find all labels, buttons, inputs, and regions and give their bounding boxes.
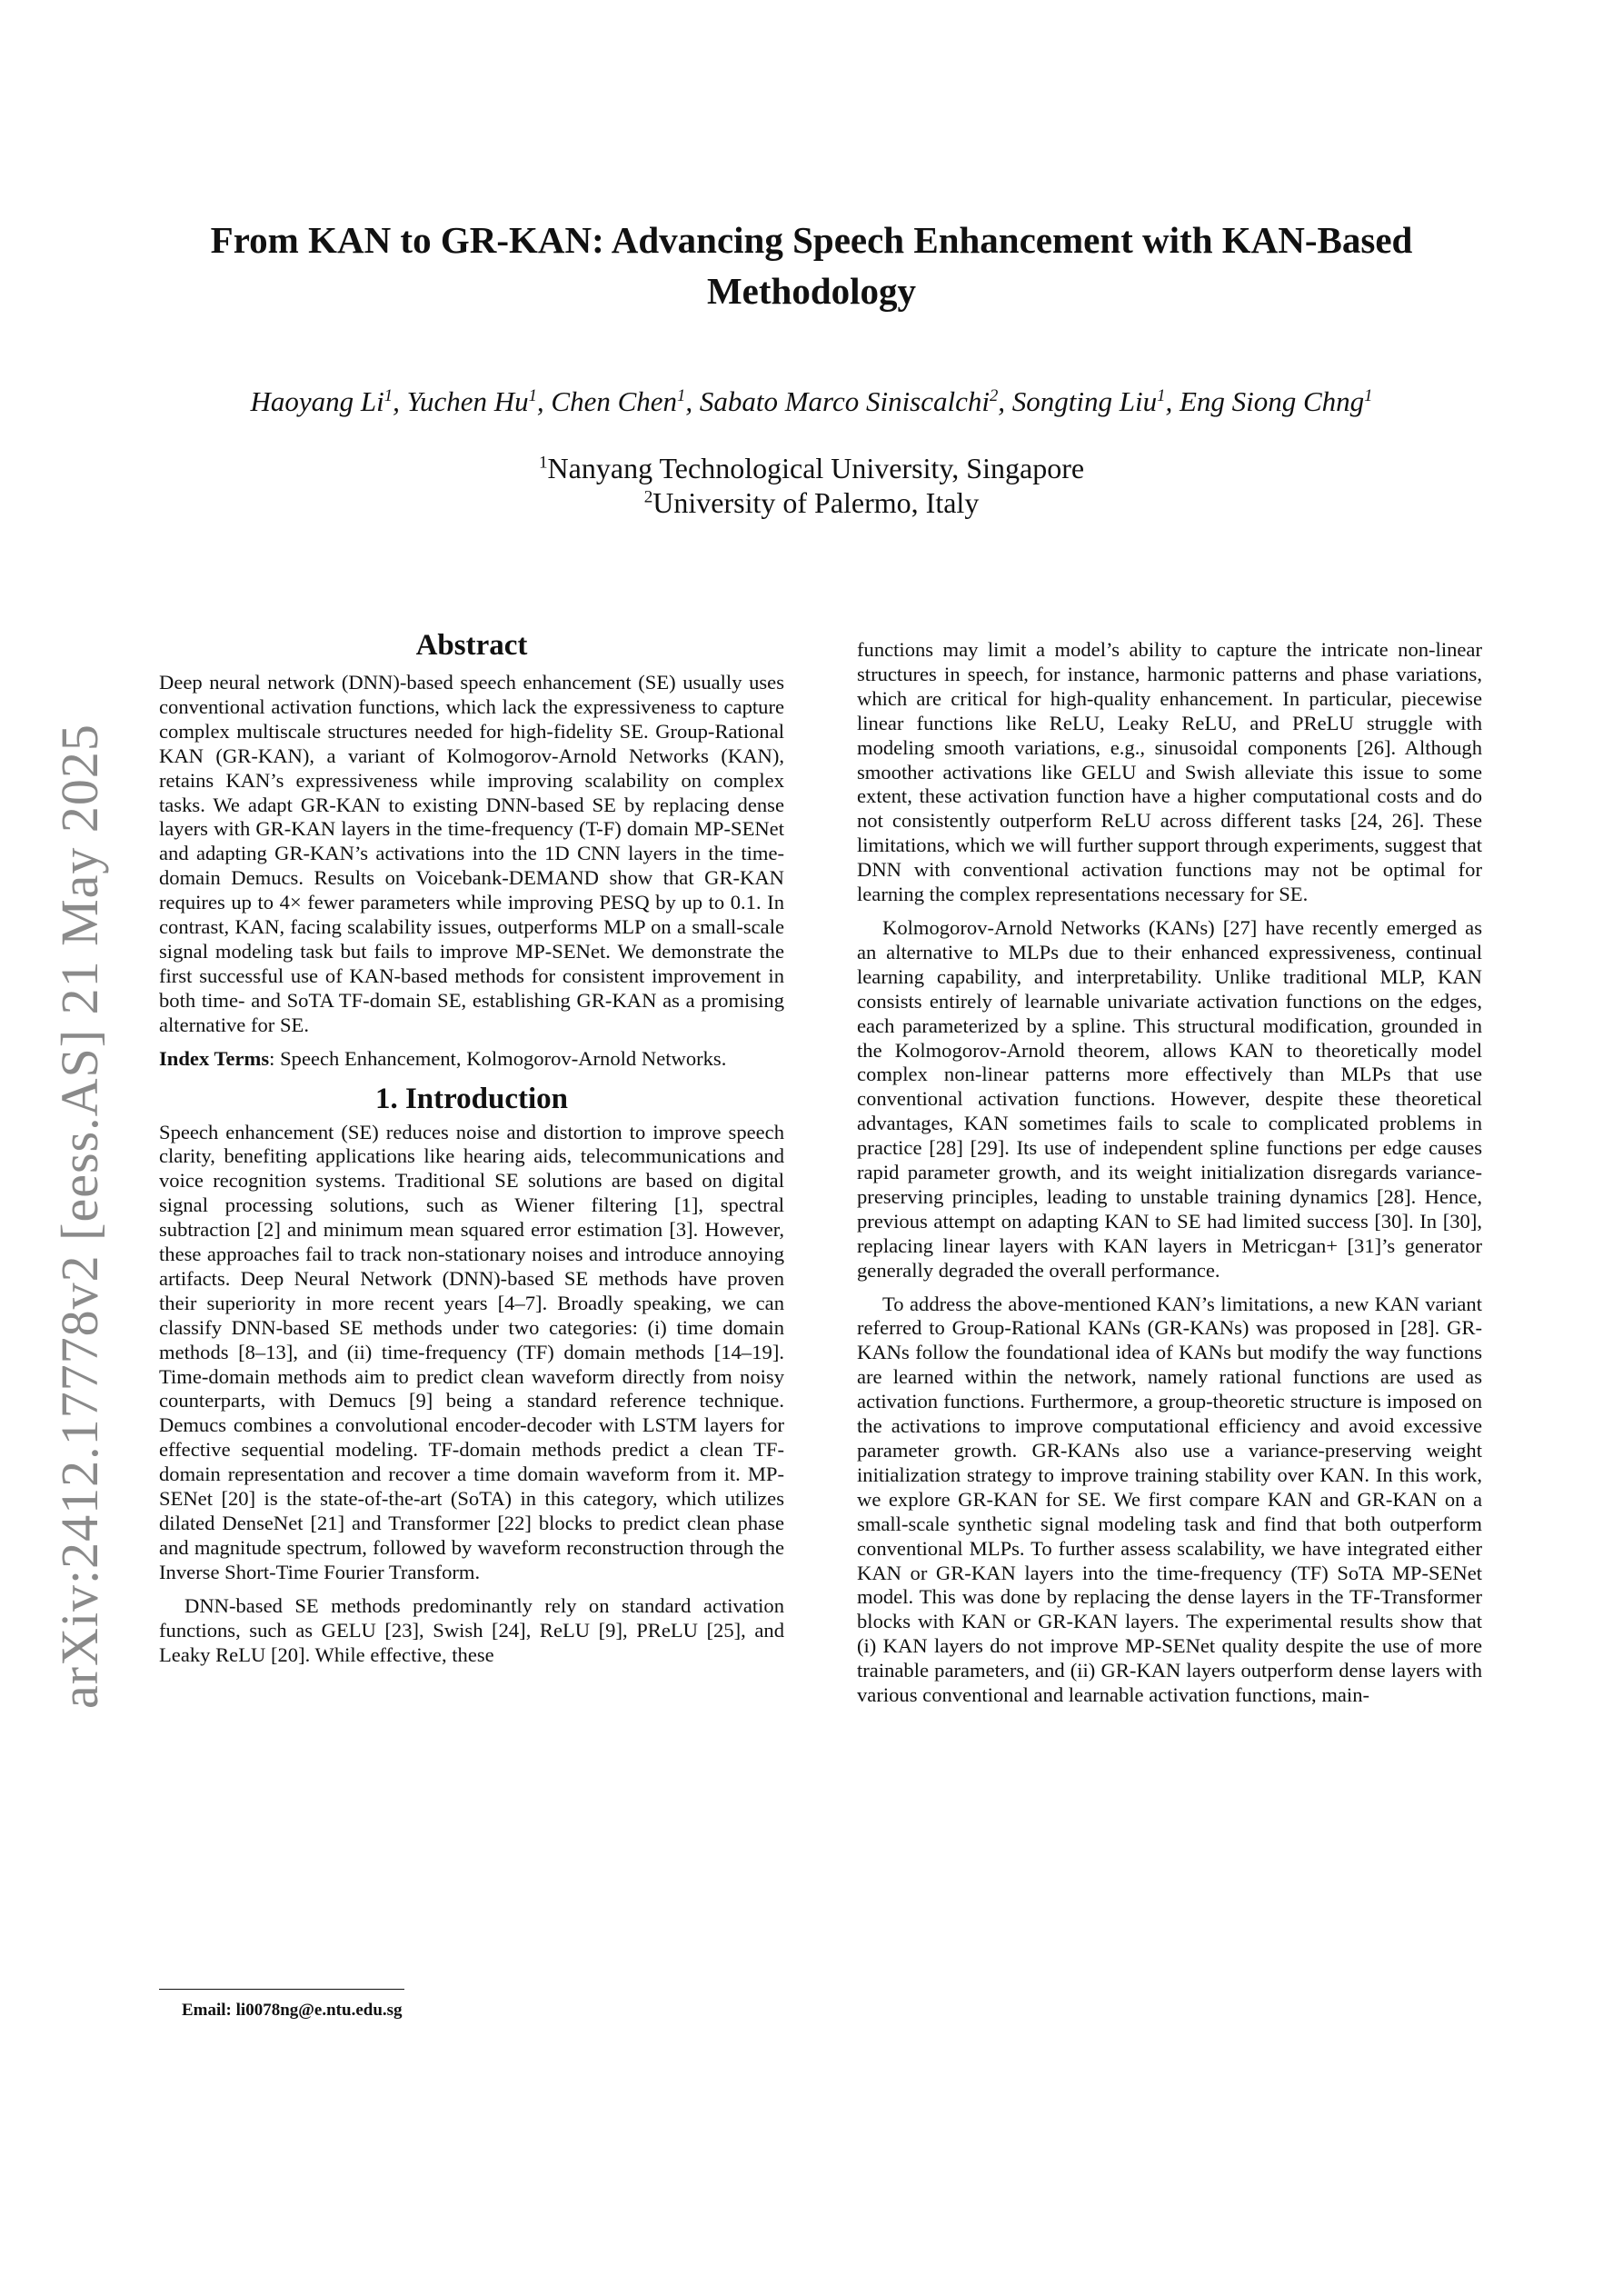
author-separator: , <box>685 385 700 417</box>
affiliation-name: Nanyang Technological University, Singapore <box>547 452 1085 484</box>
author-list <box>91 384 1532 420</box>
author-affil-mark: 1 <box>383 385 393 405</box>
affiliation-mark: 1 <box>538 453 548 473</box>
author-affil-mark: 1 <box>1157 385 1166 405</box>
author-separator: , <box>998 385 1012 417</box>
author-affil-mark: 1 <box>528 385 537 405</box>
affiliation <box>363 485 1260 520</box>
abstract-body: Deep neural network (DNN)-based speech enhancement (SE) usually uses conventional activation functions, which lack the expressiveness to capture complex multiscale structures needed for high-fidelity SE. Group-Rational KAN (GR-KAN), a variant of Kolmogorov-Arnold Networks (KAN), retains KAN’s expressiveness while improving scalability on complex tasks. We adapt GR-KAN to existing DNN-based SE by replacing dense layers with GR-KAN layers in the time-frequency (T-F) domain MP-SENet and adapting GR-KAN’s activations into the 1D CNN layers in the time-domain Demucs. Results on Voicebank-DEMAND show that GR-KAN requires up to 4× fewer parameters while improving PESQ by up to 0.1. In contrast, KAN, facing scalability issues, outperforms MLP on a small-scale signal modeling task but fails to improve MP-SENet. We demonstrate the first successful use of KAN-based methods for consistent improvement in both time- and SoTA TF-domain SE, establishing GR-KAN as a promising alternative for SE. <box>159 671 784 1036</box>
body-paragraph: To address the above-mentioned KAN’s limitations, a new KAN variant referred to Group-Rational KANs (GR-KANs) was proposed in [28]. GR-KANs follow the foundational idea of KANs but modify the way functions are learned within the network, namely rational functions are used as activation functions. Furthermore, a group-theoretic structure is imposed on the activations to improve computational efficiency and avoid excessive parameter growth. GR-KANs also use a variance-preserving weight initialization strategy to improve training stability over KAN. In this work, we explore GR-KAN for SE. We first compare KAN and GR-KAN on a small-scale synthetic signal modeling task and find that both outperform conventional MLPs. To further assess scalability, we have integrated either KAN or GR-KAN layers into the time-frequency (TF) SoTA MP-SENet model. This was done by replacing the dense layers in the TF-Transformer blocks with KAN or GR-KAN layers. The experimental results show that (i) KAN layers do not improve MP-SENet quality despite the use of more trainable parameters, and (ii) GR-KAN layers outperform dense layers with various conventional and learnable activation functions, main- <box>857 1292 1482 1707</box>
footnote-email: Email: li0078ng@e.ntu.edu.sg <box>182 2001 403 2020</box>
index-terms-label: Index Terms <box>159 1046 270 1070</box>
affiliation-name: University of Palermo, Italy <box>652 486 980 519</box>
author-separator: , <box>536 385 552 417</box>
affiliation-mark: 2 <box>643 487 653 507</box>
right-column <box>857 638 1482 1717</box>
author-name: Sabato Marco Siniscalchi <box>699 385 990 417</box>
intro-paragraph: DNN-based SE methods predominantly rely on standard activation functions, such as GELU [23], Swish [24], ReLU [9], PReLU [25], and Leaky ReLU [20]. While effective, these <box>159 1593 784 1666</box>
paper-title: From KAN to GR-KAN: Advancing Speech Enhancement with KAN-Based Methodology <box>210 219 1413 312</box>
body-paragraph: functions may limit a model’s ability to capture the intricate non-linear structures in speech, for instance, harmonic patterns and phase variations, which are critical for high-quality enhancement. In particular, piecewise linear functions like ReLU, Leaky ReLU, and PReLU struggle with modeling smooth variations, e.g., sinusoidal components [26]. Although smoother activations like GELU and Swish alleviate this issue to some extent, these activation function have a higher computational costs and do not consistently outperform ReLU across different tasks [24, 26]. These limitations, which we will further support through experiments, suggest that DNN with conventional activation functions may not be optimal for learning the complex representations necessary for SE. <box>857 638 1482 906</box>
author-separator: , <box>393 385 407 417</box>
body-paragraph: Kolmogorov-Arnold Networks (KANs) [27] have recently emerged as an alternative to MLPs due to their enhanced expressiveness, continual learning capability, and interpretability. Unlike traditional MLP, KAN consists entirely of learnable univariate activation functions on the edges, each parameterized by a spline. This structural modification, grounded in the Kolmogorov-Arnold theorem, allows KAN to theoretically model complex non-linear patterns more effectively than MLPs that use conventional activation functions. However, despite these theoretical advantages, KAN sometimes fails to scale to complicated problems in practice [28] [29]. Its use of independent spline functions per edge causes rapid parameter growth, and its weight initialization disregards variance-preserving principles, leading to unstable training dynamics [28]. Hence, previous attempt on adapting KAN to SE had limited success [30]. In [30], replacing linear layers with KAN layers in Metricgan+ [31]’s generator generally degraded the overall performance. <box>857 915 1482 1282</box>
index-terms-text: : Speech Enhancement, Kolmogorov-Arnold Networks. <box>269 1046 727 1070</box>
author-name: Yuchen Hu <box>406 385 529 417</box>
author-affil-mark: 1 <box>1364 385 1373 405</box>
author-affil-mark: 2 <box>990 385 999 405</box>
index-terms <box>159 1047 784 1072</box>
author-name: Songting Liu <box>1011 385 1158 417</box>
author-name: Haoyang Li <box>250 385 384 417</box>
abstract-heading: Abstract <box>415 629 528 662</box>
footnote-divider <box>159 1989 404 1990</box>
author-affil-mark: 1 <box>677 385 686 405</box>
author-separator: , <box>1165 385 1180 417</box>
arxiv-stamp: arXiv:2412.17778v2 [eess.AS] 21 May 2025 <box>50 724 109 1709</box>
intro-paragraph: Speech enhancement (SE) reduces noise and distortion to improve speech clarity, benefiting applications like hearing aids, telecommunications and voice recognition systems. Traditional SE solutions are based on digital signal processing solutions, such as Wiener filtering [1], spectral subtraction [2] and minimum mean squared error estimation [3]. However, these approaches fail to track non-stationary noises and introduce annoying artifacts. Deep Neural Network (DNN)-based SE methods have proven their superiority in more recent years [4–7]. Broadly speaking, we can classify DNN-based SE methods under two categories: (i) time domain methods [8–13], and (ii) time-frequency (TF) domain methods [14–19]. Time-domain methods aim to predict clean waveform directly from noisy counterparts, with Demucs [9] being a standard reference technique. Demucs combines a convolutional encoder-decoder with LSTM layers for effective sequential modeling. TF-domain methods predict a clean TF-domain representation and recover a time domain waveform from it. MP-SENet [20] is the state-of-the-art (SoTA) in this category, which utilizes dilated DenseNet [21] and Transformer [22] blocks to predict clean phase and magnitude spectrum, followed by waveform reconstruction through the Inverse Short-Time Fourier Transform. <box>159 1120 784 1583</box>
introduction-heading: 1. Introduction <box>374 1082 569 1115</box>
author-name: Chen Chen <box>551 385 678 417</box>
affiliation <box>363 451 1260 485</box>
left-column <box>159 627 784 1676</box>
author-name: Eng Siong Chng <box>1179 385 1365 417</box>
affiliation-list <box>363 451 1260 520</box>
